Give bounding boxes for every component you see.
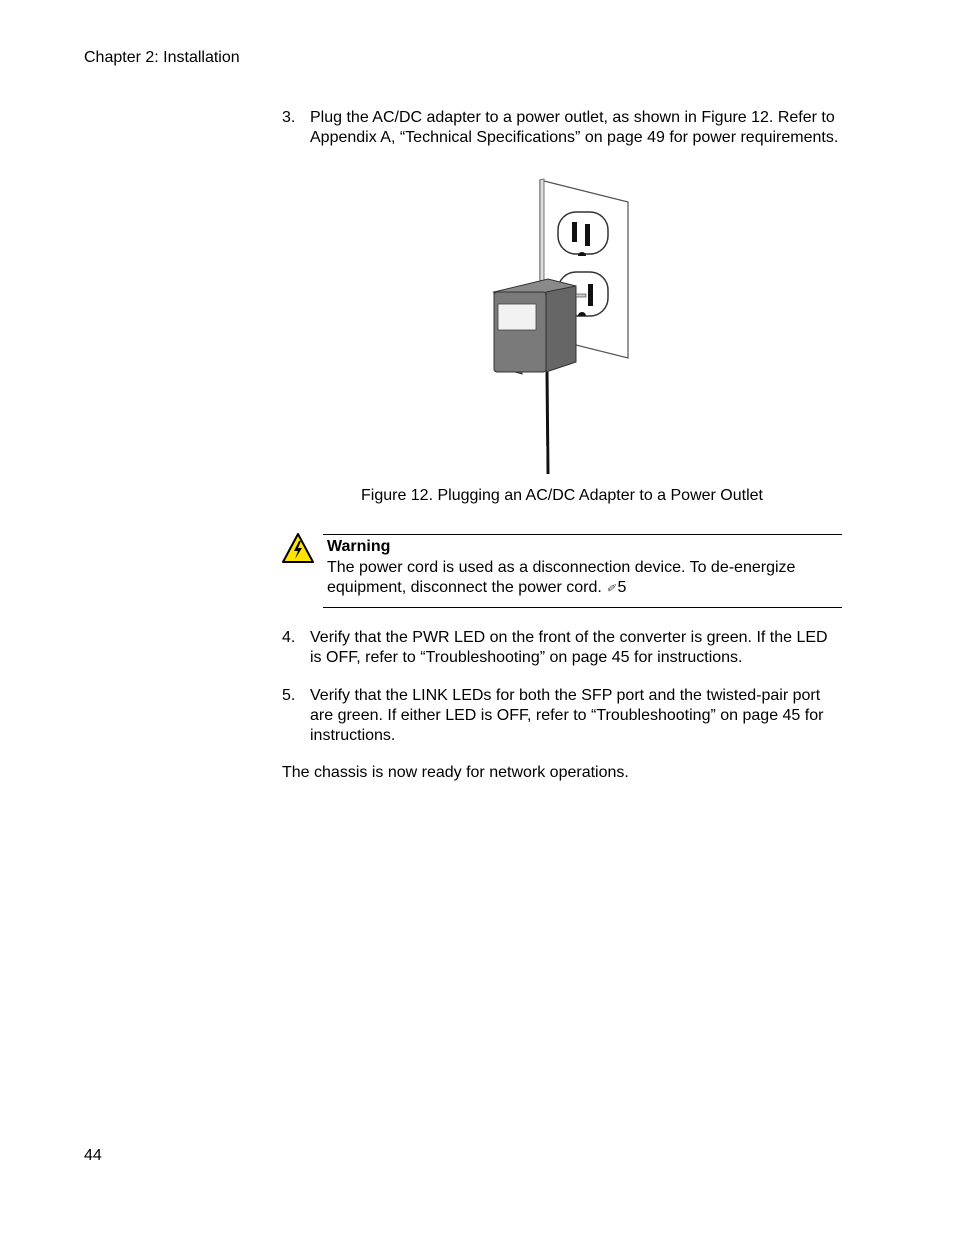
closing-paragraph: The chassis is now ready for network operations. [282, 764, 629, 781]
step-text: Plug the AC/DC adapter to a power outlet, as shown in Figure 12. Refer to Appendix A, “Technical Specifications” on page 49 for power requirements. [310, 109, 839, 146]
step-4 [282, 628, 842, 668]
step-number: 5. [282, 687, 296, 704]
outlet-adapter-figure [478, 176, 638, 476]
warning-text: The power cord is used as a disconnection device. To de-energize equipment, disconnect the power cord. [327, 559, 796, 596]
electrical-hazard-icon [281, 532, 315, 564]
warning-body [327, 558, 842, 599]
step-text: Verify that the PWR LED on the front of the converter is green. If the LED is OFF, refer to “Troubleshooting” on page 45 for instructions. [310, 629, 828, 666]
step-number: 4. [282, 629, 296, 646]
step-5 [282, 686, 842, 746]
page-number: 44 [84, 1147, 102, 1164]
warning-bottom-rule [323, 607, 842, 608]
step-text: Verify that the LINK LEDs for both the SFP port and the twisted-pair port are green. If either LED is OFF, refer to “Troubleshooting” on page 45 for instructions. [310, 687, 824, 744]
running-header: Chapter 2: Installation [84, 49, 240, 66]
step-number: 3. [282, 109, 296, 126]
document-reference-icon: ✐ [606, 583, 616, 595]
warning-top-rule [323, 534, 842, 535]
warning-ref-number: 5 [617, 579, 627, 596]
warning-title: Warning [327, 538, 391, 555]
step-3 [282, 108, 842, 148]
figure-caption: Figure 12. Plugging an AC/DC Adapter to a Power Outlet [360, 487, 763, 504]
